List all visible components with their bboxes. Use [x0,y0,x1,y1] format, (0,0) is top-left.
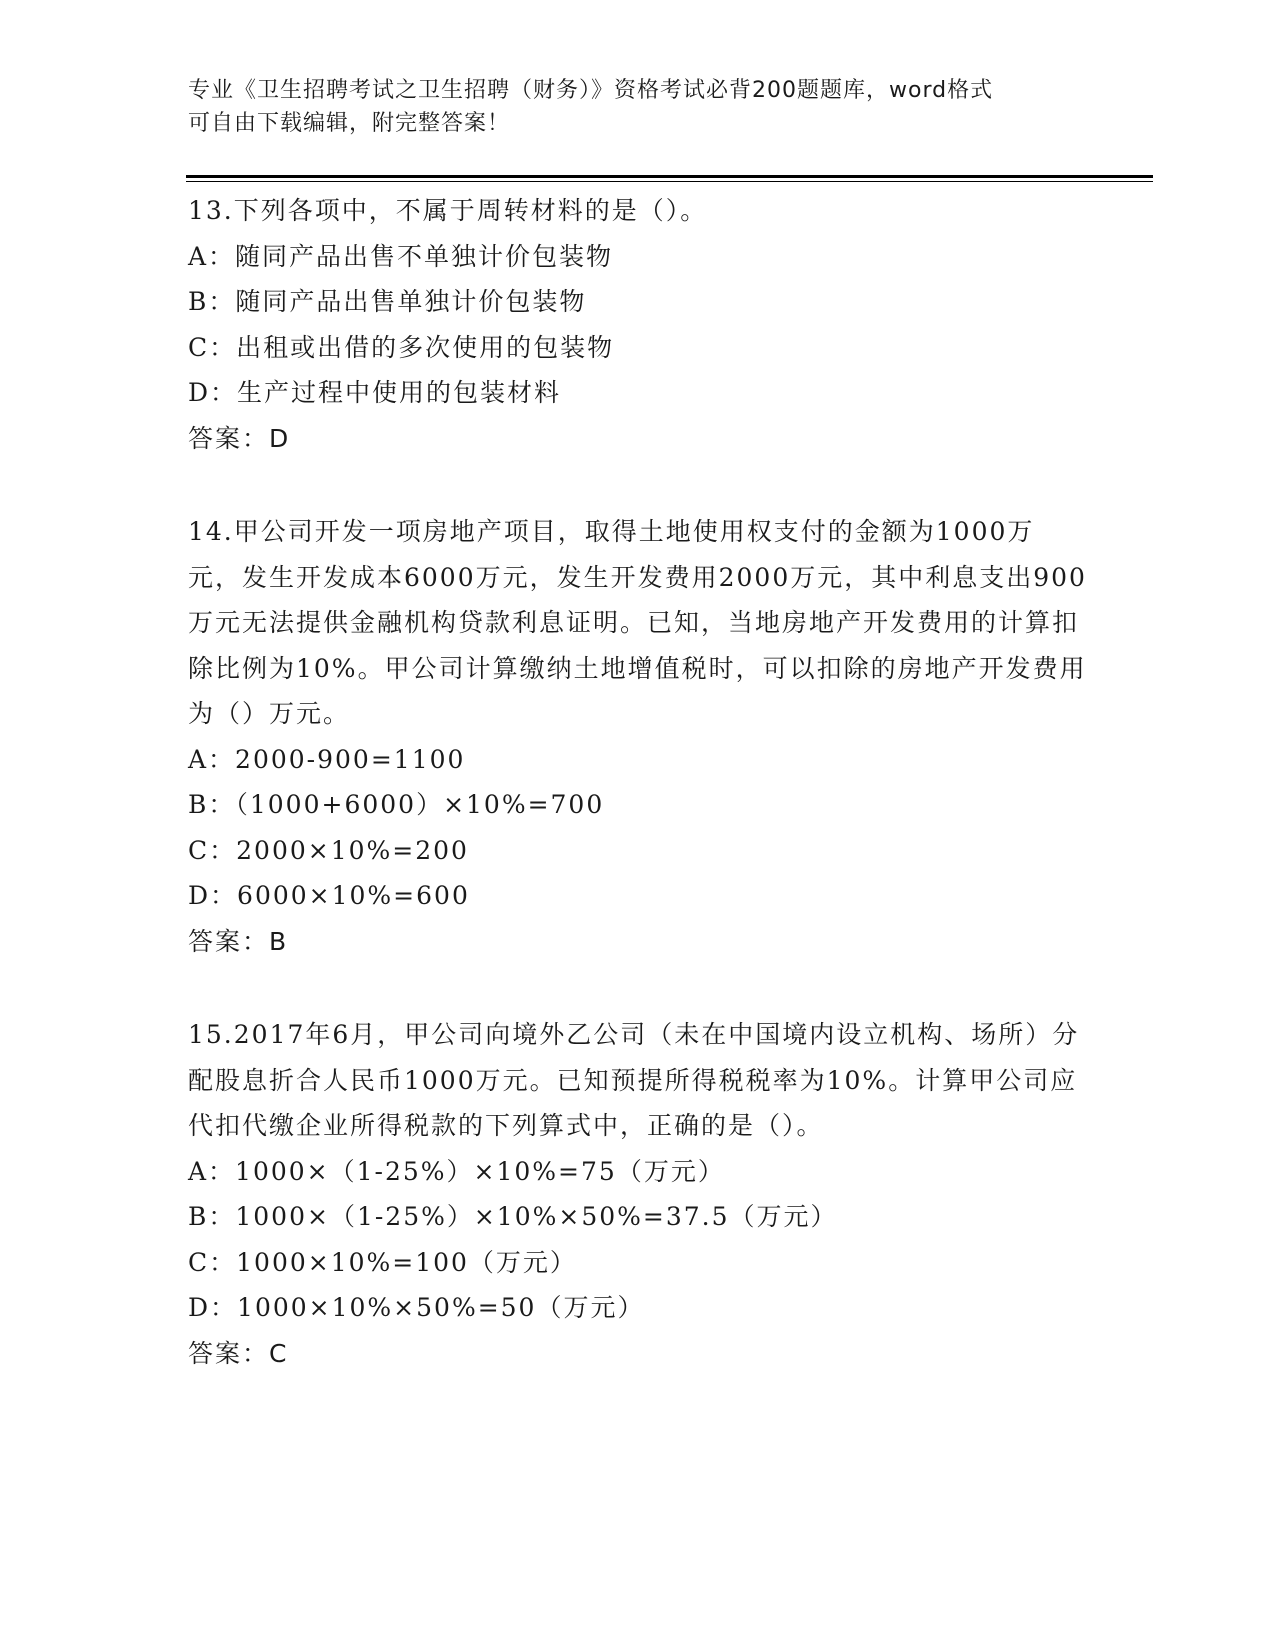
header-divider-thick [186,175,1153,178]
option-c: C：出租或出借的多次使用的包装物 [188,332,615,362]
option-b: B：1000×（1-25%）×10%×50%=37.5（万元） [188,1202,838,1231]
question-stem: 15.2017年6月，甲公司向境外乙公司（未在中国境内设立机构、场所）分配股息折合人民币1000万元。已知预提所得税税率为10%。计算甲公司应代扣代缴企业所得税款的下列算式中，正确的是（）。 [188,1020,1080,1140]
option-a: A：2000-900=1100 [188,744,466,774]
question-stem: 13.下列各项中，不属于周转材料的是（）。 [188,196,708,225]
option-c: C：1000×10%=100（万元） [188,1247,577,1277]
header-line-1: 专业《卫生招聘考试之卫生招聘（财务）》资格考试必背200题题库，word格式 [188,78,994,103]
document-header [188,74,1068,140]
answer-text: 答案：C [188,1338,289,1368]
option-d: D：6000×10%=600 [188,881,470,910]
answer-text: 答案：B [188,926,289,956]
header-divider-thin [186,181,1153,182]
option-c: C：2000×10%=200 [188,835,469,865]
option-d: D：1000×10%×50%=50（万元） [188,1293,645,1322]
option-a: A：随同产品出售不单独计价包装物 [188,241,614,271]
option-b: B：随同产品出售单独计价包装物 [188,287,587,316]
option-d: D：生产过程中使用的包装材料 [188,378,562,407]
option-a: A：1000×（1-25%）×10%=75（万元） [188,1156,725,1186]
question-stem: 14.甲公司开发一项房地产项目，取得土地使用权支付的金额为1000万元，发生开发成本6000万元，发生开发费用2000万元，其中利息支出900万元无法提供金融机构贷款利息证明。已知，当地房地产开发费用的计算扣除比例为10%。甲公司计算缴纳土地增值税时，可以扣除的房地产开发费用为（）万元。 [188,517,1087,728]
question-14 [188,509,1088,964]
answer-text: 答案：D [188,423,291,453]
header-line-2: 可自由下载编辑，附完整答案！ [188,111,511,136]
question-15 [188,1012,1088,1376]
question-13 [188,188,1088,461]
option-b: B：（1000+6000）×10%=700 [188,790,605,819]
